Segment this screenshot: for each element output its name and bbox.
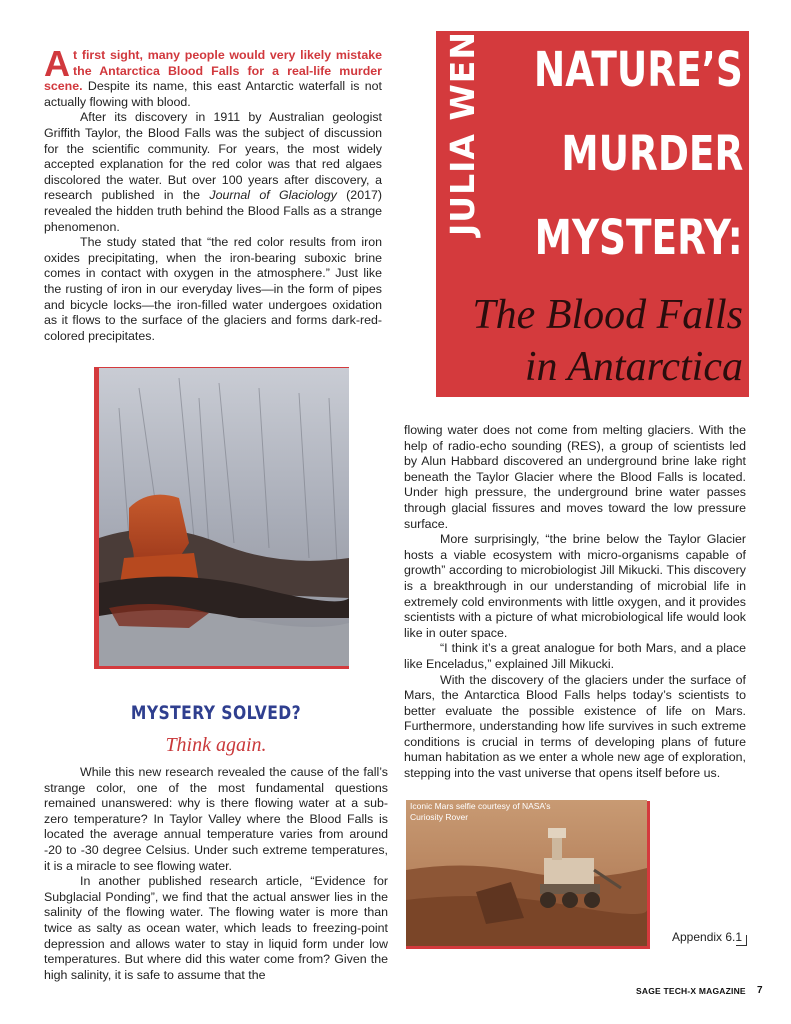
paragraph-brine-lake: flowing water does not come from melting glaciers. With the help of radio-echo sounding (RES), a group of scientists led by Alun Habbard discovered an underground brine lake right beneath the Taylor Glacier where the Blood Falls is located. Under high pressure, the underground brine water passes through glacial fissures and moves toward the low pressure surface. [404,423,746,531]
page-number: 7 [757,985,763,996]
article-column-left-bottom [44,765,388,983]
photo-caption: Iconic Mars selfie courtesy of NASA’s Curiosity Rover [410,801,551,822]
paragraph-discovery: After its discovery in 1911 by Australian geologist Griffith Taylor, the Blood Falls was the subject of discussion for the scientific community. For years, the most widely accepted explanation for the red color was that red algaes discolored the water. But over 100 years after discovery, a research published in the Journal of Glaciology (2017) revealed the hidden truth behind the Blood Falls as a strange phenomenon. [44,110,382,234]
paragraph-quote: “I think it’s a great analogue for both Mars, and a place like Enceladus,” explained Jill Mikucki. [404,641,746,671]
magazine-name: SAGE TECH-X MAGAZINE [636,986,746,996]
drop-cap: A [44,43,70,84]
paragraph-ecosystem: More surprisingly, “the brine below the Taylor Glacier hosts a viable ecosystem with micro-organisms capable of growth” according to microbiologist Jill Mikucki. This discovery is a breakthrough in our understanding of microbial life in extremely cold environments with little oxygen, and it provides scientists with a picture of what microbiological life would look like in outer space. [404,532,746,640]
section-heading: MYSTERY SOLVED? [130,702,302,724]
paragraph-salinity: In another published research article, “Evidence for Subglacial Ponding”, we find that the actual answer lies in the salinity of the flowing water. The flowing water is more than twice as salty as ocean water, which leads to freezing-point depression and allows water to stay in liquid form under low temperatures. But where did this water come from? Given the high salinity, it is safe to assume that the [44,874,388,982]
intro-rest: Despite its name, this east Antarctic waterfall is not actually flowing with blood. [44,79,382,109]
journal-name: Journal of Glaciology [209,188,337,203]
paragraph-mars: With the discovery of the glaciers under the surface of Mars, the Antarctica Blood Falls helps today’s scientists to better evaluate the possible existence of life on Mars. Furthermore, understanding how life survives in such extreme conditions is crucial in terms of developing plans of future human habitation as we enter a whole new age of exploration, stepping into the vast universe that opens itself before us. [404,672,746,781]
article-column-right [404,423,746,782]
title-line-1: NATURE’S [534,42,743,98]
paragraph-question: While this new research revealed the cause of the fall’s strange color, one of the most fundamental questions remained unanswered: why is there flowing water at a sub-zero temperature? In Taylor Valley where the Blood Falls is located the average annual temperature varies from around -20 to -30 degree Celsius. Under such extreme temperatures, it is a miracle to see flowing water. [44,765,388,873]
article-column-left-top [44,43,382,344]
intro-paragraph [44,43,382,110]
author-name: JULIA WEN [443,31,482,236]
subtitle-line-1: The Blood Falls [472,292,743,338]
title-line-2: MURDER [561,126,743,182]
subtitle-line-2: in Antarctica [524,344,743,390]
appendix-label: Appendix 6.1 [672,930,743,944]
appendix-bracket [736,935,747,946]
lead-text: t first sight, many people would very likely mistake the Antarctica Blood Falls for a real-life murder scene. [44,48,382,94]
paragraph-study: The study stated that “the red color results from iron oxides precipitating, when the iron-bearing suboxic brine comes in contact with oxygen in the atmosphere.” Just like the rusting of iron in our everyday lives—in the form of pipes and bicycle locks—the iron-filled water undergoes oxidation as it flows to the surface of the glaciers and forms dark-red-colored precipitates. [44,235,382,343]
section-subheading: Think again. [165,734,267,756]
title-line-3: MYSTERY: [534,210,743,266]
blood-falls-photo [99,368,349,666]
